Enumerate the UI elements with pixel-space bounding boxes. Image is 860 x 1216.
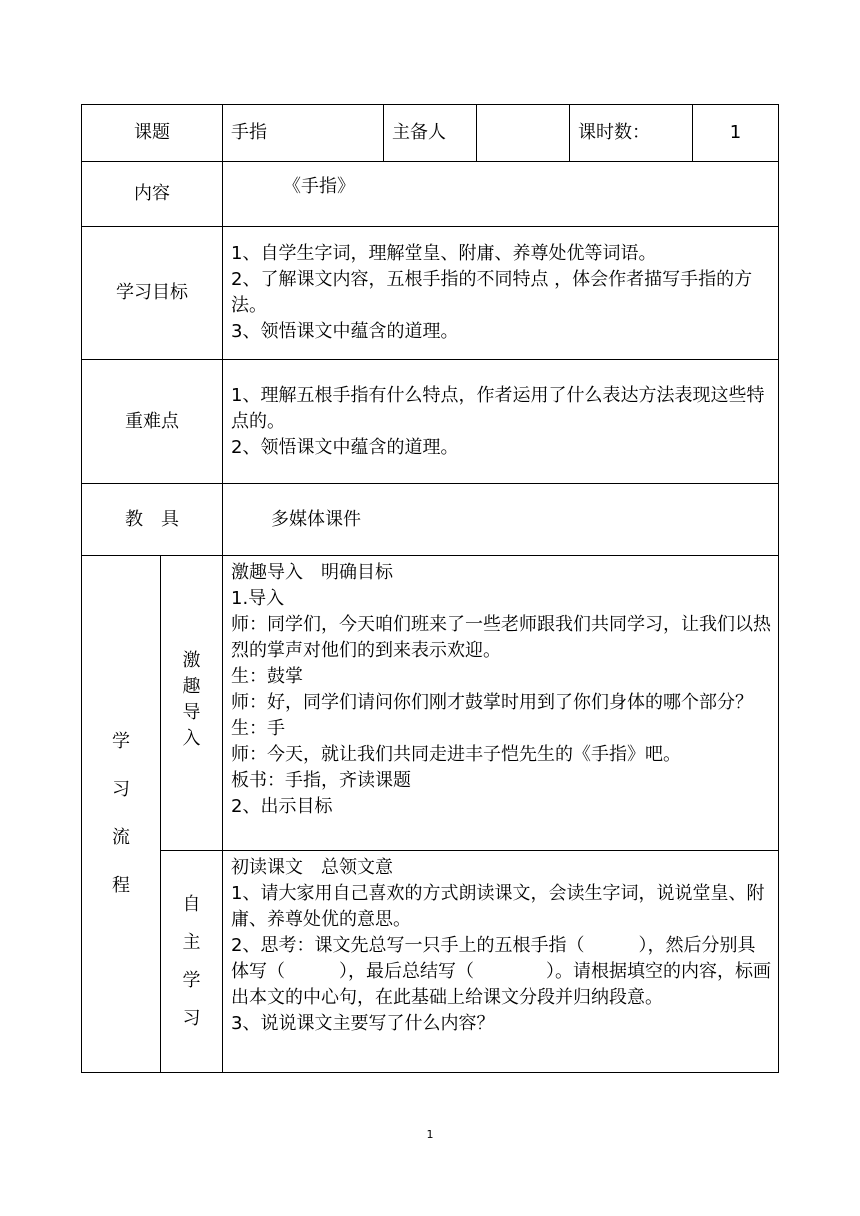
stage-line: 师：同学们，今天咱们班来了一些老师跟我们共同学习，让我们以热烈的掌声对他们的到来表示欢迎。 xyxy=(231,614,771,661)
stage-line: 3、说说课文主要写了什么内容？ xyxy=(231,1013,495,1034)
stage-label-char: 激 xyxy=(182,650,201,671)
stage-label-char: 导 xyxy=(182,702,201,723)
tools-row xyxy=(82,484,779,556)
stage-label xyxy=(161,851,223,1073)
tools-label: 教 具 xyxy=(82,484,223,556)
topic-value: 手指 xyxy=(223,105,384,162)
key-points-label: 重难点 xyxy=(82,360,223,484)
page-number: 1 xyxy=(426,1128,434,1141)
stage-label-char: 趣 xyxy=(182,676,201,697)
stage-line: 生：手 xyxy=(231,718,285,739)
stage-label-char: 入 xyxy=(182,728,201,749)
process-label-char: 学 xyxy=(112,731,130,752)
stage-line: 2、思考：课文先总写一只手上的五根手指（ ），然后分别具体写（ ），最后总结写（ ）。请根据填空的内容，标画出本文的中心句，在此基础上给课文分段并归纳段意。 xyxy=(231,935,771,1008)
key-points-list xyxy=(223,360,779,484)
stage-label xyxy=(161,556,223,851)
content-label: 内容 xyxy=(82,162,223,227)
header-row xyxy=(82,105,779,162)
stage-line: 激趣导入 明确目标 xyxy=(231,562,393,583)
stage-line: 生：鼓掌 xyxy=(231,666,303,687)
process-label-char: 流 xyxy=(112,827,130,848)
content-value: 《手指》 xyxy=(223,162,779,227)
stage-line: 初读课文 总领文意 xyxy=(231,857,393,878)
stage-line: 1、请大家用自己喜欢的方式朗读课文，会读生字词，说说堂皇、附庸、养尊处优的意思。 xyxy=(231,883,765,930)
preparer-label: 主备人 xyxy=(384,105,477,162)
tools-value: 多媒体课件 xyxy=(223,484,779,556)
objectives-list xyxy=(223,227,779,360)
process-stage-row xyxy=(82,851,779,1073)
objective-item: 2、了解课文内容，五根手指的不同特点 ，体会作者描写手指的方法。 xyxy=(231,269,753,316)
stage-line: 1.导入 xyxy=(231,588,285,609)
process-label xyxy=(82,556,161,1073)
key-points-row xyxy=(82,360,779,484)
lesson-plan-table xyxy=(81,104,779,1073)
preparer-value xyxy=(477,105,570,162)
key-point-item: 2、领悟课文中蕴含的道理。 xyxy=(231,436,459,458)
stage-content xyxy=(223,556,779,851)
objectives-label: 学习目标 xyxy=(82,227,223,360)
process-label-char: 程 xyxy=(112,875,130,896)
stage-label-char: 学 xyxy=(182,969,201,991)
objectives-row xyxy=(82,227,779,360)
process-label-char: 习 xyxy=(112,779,130,800)
content-row xyxy=(82,162,779,227)
stage-line: 板书：手指，齐读课题 xyxy=(231,770,411,791)
stage-label-char: 习 xyxy=(182,1007,201,1029)
stage-label-char: 主 xyxy=(182,931,201,953)
stage-line: 师：今天，就让我们共同走进丰子恺先生的《手指》吧。 xyxy=(231,744,681,765)
key-point-item: 1、理解五根手指有什么特点，作者运用了什么表达方法表现这些特点的。 xyxy=(231,384,765,432)
stage-line: 2、出示目标 xyxy=(231,796,333,817)
stage-label-char: 自 xyxy=(182,893,201,915)
objective-item: 1、自学生字词，理解堂皇、附庸、养尊处优等词语。 xyxy=(231,243,657,264)
process-stage-row xyxy=(82,556,779,851)
stage-line: 师：好，同学们请问你们刚才鼓掌时用到了你们身体的哪个部分？ xyxy=(231,692,753,713)
hours-value: 1 xyxy=(693,105,779,162)
objective-item: 3、领悟课文中蕴含的道理。 xyxy=(231,321,459,342)
topic-label: 课题 xyxy=(82,105,223,162)
stage-content xyxy=(223,851,779,1073)
hours-label: 课时数： xyxy=(570,105,693,162)
